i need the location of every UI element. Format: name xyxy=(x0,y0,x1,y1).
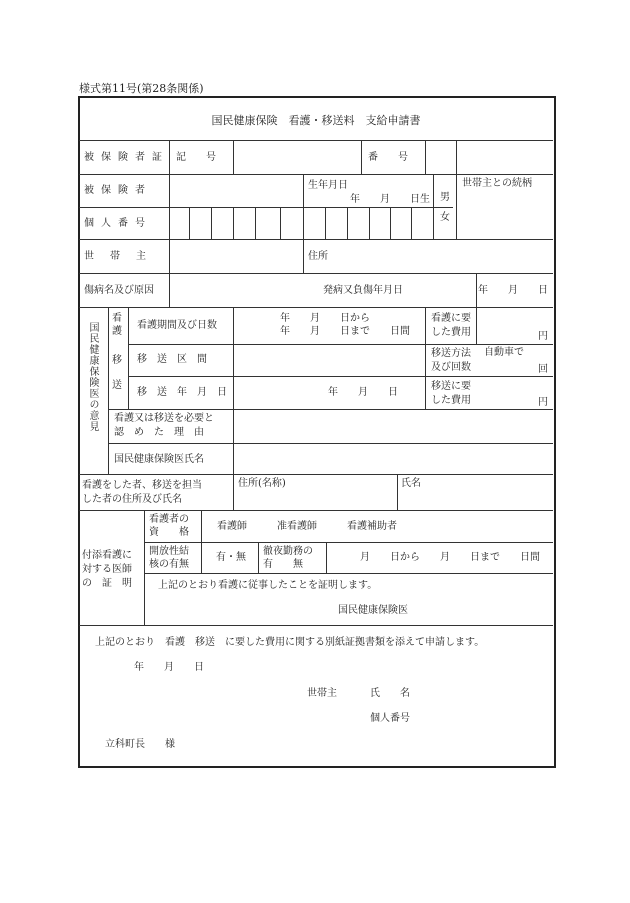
caretaker-label-2: した者の住所及び氏名 xyxy=(82,494,182,505)
address-field[interactable] xyxy=(330,240,552,273)
by-car-label: 自動車で xyxy=(484,347,524,358)
doctor-name-field[interactable] xyxy=(234,444,552,474)
female-option[interactable]: 女 xyxy=(440,212,450,223)
caretaker-name-field[interactable] xyxy=(398,490,552,510)
applicant-individual-number-field[interactable] xyxy=(412,707,550,729)
certifying-doctor-label: 国民健康保険医 xyxy=(338,605,408,616)
number-label: 番 号 xyxy=(368,152,408,163)
transport-method-label: 移送方法及び回数 xyxy=(431,348,471,373)
illness-field[interactable] xyxy=(170,274,320,307)
applicant-name-label: 氏 名 xyxy=(370,688,410,699)
qualification-nurse[interactable]: 看護師 xyxy=(217,521,247,532)
individual-number-label: 個人番号 xyxy=(84,218,152,229)
number-field[interactable] xyxy=(426,141,456,174)
nursing-period-line1: 年 月 日から xyxy=(280,313,370,324)
onset-format: 年 月 日 xyxy=(478,285,548,296)
householder-label: 世帯主 xyxy=(84,251,162,262)
insured-label: 被保険者 xyxy=(84,185,152,196)
nursing-period-label: 看護期間及び日数 xyxy=(137,320,217,331)
nursing-period-line2: 年 月 日まで 日間 xyxy=(280,326,410,337)
male-option[interactable]: 男 xyxy=(440,192,450,203)
caretaker-label-1: 看護をした者、移送を担当 xyxy=(82,480,202,491)
reason-label-1: 看護又は移送を必要と xyxy=(114,413,214,424)
certification-label-2: 対する医師 xyxy=(82,564,132,575)
reason-field[interactable] xyxy=(234,410,552,443)
application-date: 年 月 日 xyxy=(134,662,204,673)
reason-label-2: 認 め た 理 由 xyxy=(114,427,204,438)
transport-section-field[interactable] xyxy=(234,345,425,376)
applicant-householder-label: 世帯主 xyxy=(307,688,337,699)
form-title: 国民健康保険 看護・移送料 支給申請書 xyxy=(211,114,421,127)
doctor-opinion-label: 国民健康保険医の意見 xyxy=(87,322,98,432)
insured-name-field[interactable] xyxy=(170,175,303,207)
caretaker-address-label: 住所(名称) xyxy=(238,478,286,489)
certifying-doctor-field[interactable] xyxy=(412,598,550,622)
caretaker-name-label: 氏名 xyxy=(401,478,421,489)
nursing-label: 看護 xyxy=(112,313,122,337)
qualification-aide[interactable]: 看護補助者 xyxy=(347,521,397,532)
addressee: 立科町長 様 xyxy=(105,739,175,750)
transport-date-label: 移 送 年 月 日 xyxy=(137,387,227,398)
tb-value[interactable]: 有・無 xyxy=(216,552,246,563)
applicant-name-field[interactable] xyxy=(412,682,550,704)
transport-label-2: 送 xyxy=(112,380,122,391)
transport-section-label: 移 送 区 間 xyxy=(137,354,207,365)
illness-label: 傷病名及び原因 xyxy=(84,285,154,296)
transport-cost-label: 移送に要した費用 xyxy=(431,381,471,406)
form-number: 様式第11号(第28条関係) xyxy=(79,82,204,95)
birth-label: 生年月日 xyxy=(308,180,348,191)
transport-cost-yen: 円 xyxy=(538,397,548,408)
onset-label: 発病又負傷年月日 xyxy=(323,285,403,296)
qualification-label-1: 看護者の xyxy=(149,514,189,525)
tb-label-1: 開放性結 xyxy=(149,546,189,557)
relation-field[interactable] xyxy=(457,192,552,239)
nursing-cost-field[interactable] xyxy=(477,308,537,344)
night-duty-period: 月 日から 月 日まで 日間 xyxy=(360,552,540,563)
insurance-card-label: 被保険者証 xyxy=(84,152,169,163)
transport-date-format: 年 月 日 xyxy=(328,387,398,398)
householder-field[interactable] xyxy=(170,240,303,273)
nursing-cost-label: 看護に要した費用 xyxy=(431,313,471,338)
relation-label: 世帯主との続柄 xyxy=(462,178,532,189)
certification-label-1: 付添看護に xyxy=(82,550,132,561)
address-label: 住所 xyxy=(308,251,328,262)
qualification-label-2: 資 格 xyxy=(149,527,189,538)
caretaker-address-field[interactable] xyxy=(234,490,397,510)
birth-format: 年 月 日生 xyxy=(350,194,430,205)
applicant-individual-number-label: 個人番号 xyxy=(370,713,410,724)
application-statement: 上記のとおり 看護 移送 に要した費用に関する別紙証拠書類を添えて申請します。 xyxy=(95,637,485,648)
symbol-label: 記 号 xyxy=(176,152,216,163)
individual-number-field[interactable] xyxy=(170,208,432,239)
certification-label-3: の 証 明 xyxy=(82,578,132,589)
night-duty-label-1: 徹夜勤務の xyxy=(263,546,313,557)
qualification-assistant-nurse[interactable]: 准看護師 xyxy=(277,521,317,532)
night-duty-label-2: 有 無 xyxy=(263,559,303,570)
times-label: 回 xyxy=(538,364,548,375)
nursing-cost-yen: 円 xyxy=(538,331,548,342)
doctor-name-label: 国民健康保険医氏名 xyxy=(114,454,204,465)
transport-label-1: 移 xyxy=(112,355,122,366)
certification-statement: 上記のとおり看護に従事したことを証明します。 xyxy=(158,580,378,591)
symbol-field[interactable] xyxy=(234,141,361,174)
tb-label-2: 核の有無 xyxy=(149,559,189,570)
